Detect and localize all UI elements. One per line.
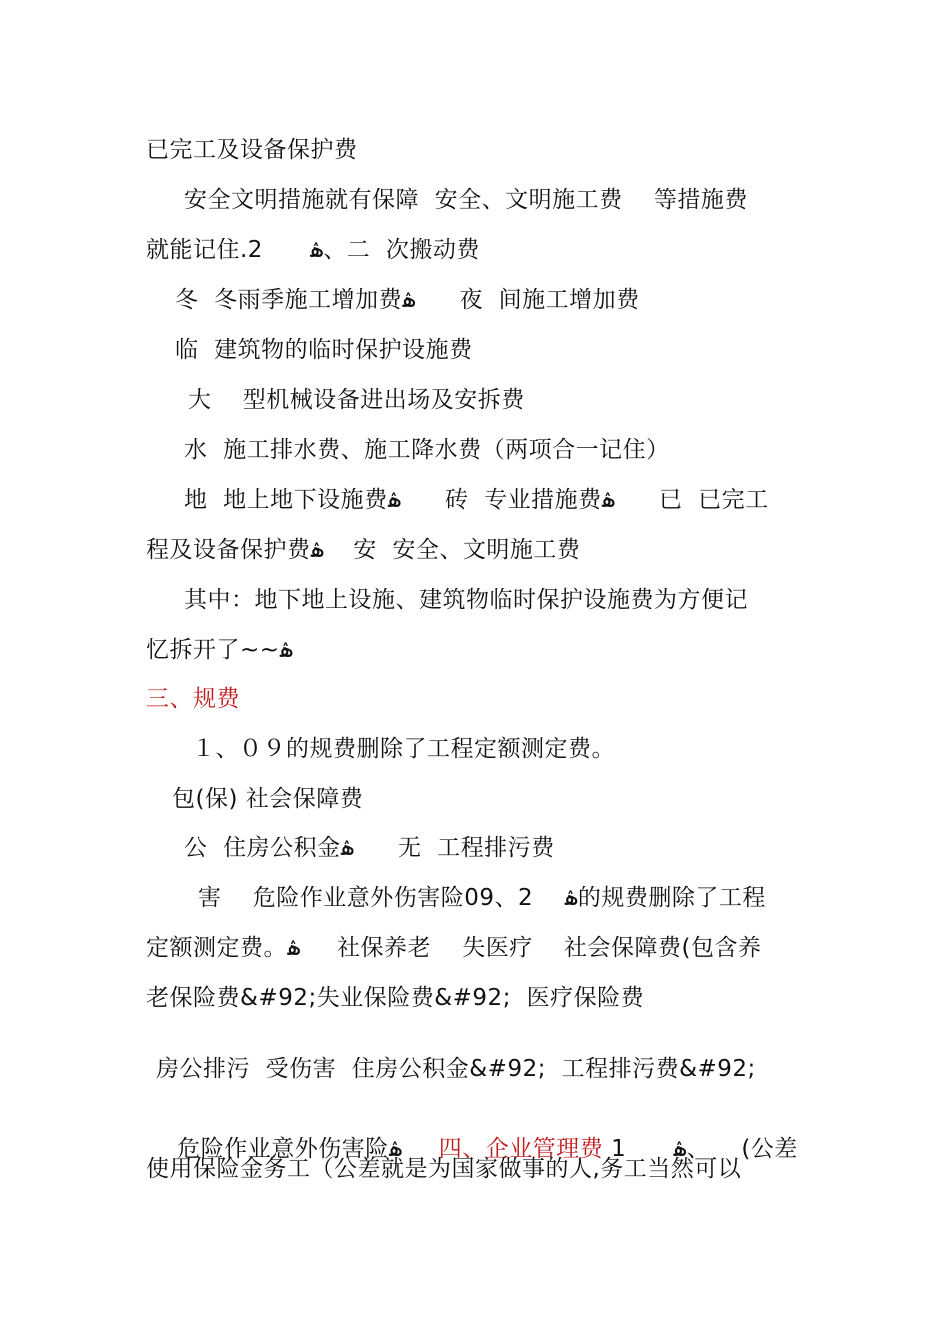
text-line-16: 害 危险作业意外伤害险09、2 ۿ的规费删除了工程 — [198, 885, 766, 911]
text-line-7: 水 施工排水费、施工降水费（两项合一记住） — [184, 437, 670, 463]
text-line-17: 定额测定费。ۿ 社保养老 失医疗 社会保障费(包含养 — [146, 935, 762, 961]
text-line-21: 使用保险金务工（公差就是为国家做事的人,务工当然可以 — [146, 1156, 742, 1182]
text-line-4: 冬 冬雨季施工增加费ۿ 夜 间施工增加费 — [175, 287, 640, 313]
text-line-1: 已完工及设备保护费 — [146, 137, 358, 163]
text-line-2: 安全文明措施就有保障 安全、文明施工费 等措施费 — [184, 187, 748, 213]
text-line-15: 公 住房公积金ۿ 无 工程排污费 — [184, 835, 555, 861]
text-line-20-part-1: 危险作业意外伤害险ۿ — [177, 1136, 439, 1162]
text-line-19: 房公排污 受伤害 住房公积金&#92; 工程排污费&#92; — [156, 1056, 756, 1082]
section-heading-fees: 三、规费 — [146, 686, 240, 712]
text-line-14: 包(保) 社会保障费 — [172, 786, 364, 812]
text-line-10: 其中：地下地上设施、建筑物临时保护设施费为方便记 — [184, 587, 748, 613]
section-heading-management-fees: 四、企业管理费 — [438, 1136, 604, 1162]
text-line-5: 临 建筑物的临时保护设施费 — [175, 337, 473, 363]
text-line-8: 地 地上地下设施费ۿ 砖 专业措施费ۿ 已 已完工 — [184, 487, 769, 513]
text-line-11: 忆拆开了~~ۿ — [146, 637, 294, 663]
text-line-6: 大 型机械设备进出场及安拆费 — [188, 387, 525, 413]
text-line-3: 就能记住.2 ۿ、二 次搬动费 — [146, 237, 480, 263]
text-line-9: 程及设备保护费ۿ 安 安全、文明施工费 — [146, 537, 581, 563]
text-line-18: 老保险费&#92;失业保险费&#92; 医疗保险费 — [146, 985, 645, 1011]
text-line-13: １、０９的规费删除了工程定额测定费。 — [192, 736, 615, 762]
text-line-20-part-3: 1 ۿ、 (公差 — [603, 1136, 798, 1162]
